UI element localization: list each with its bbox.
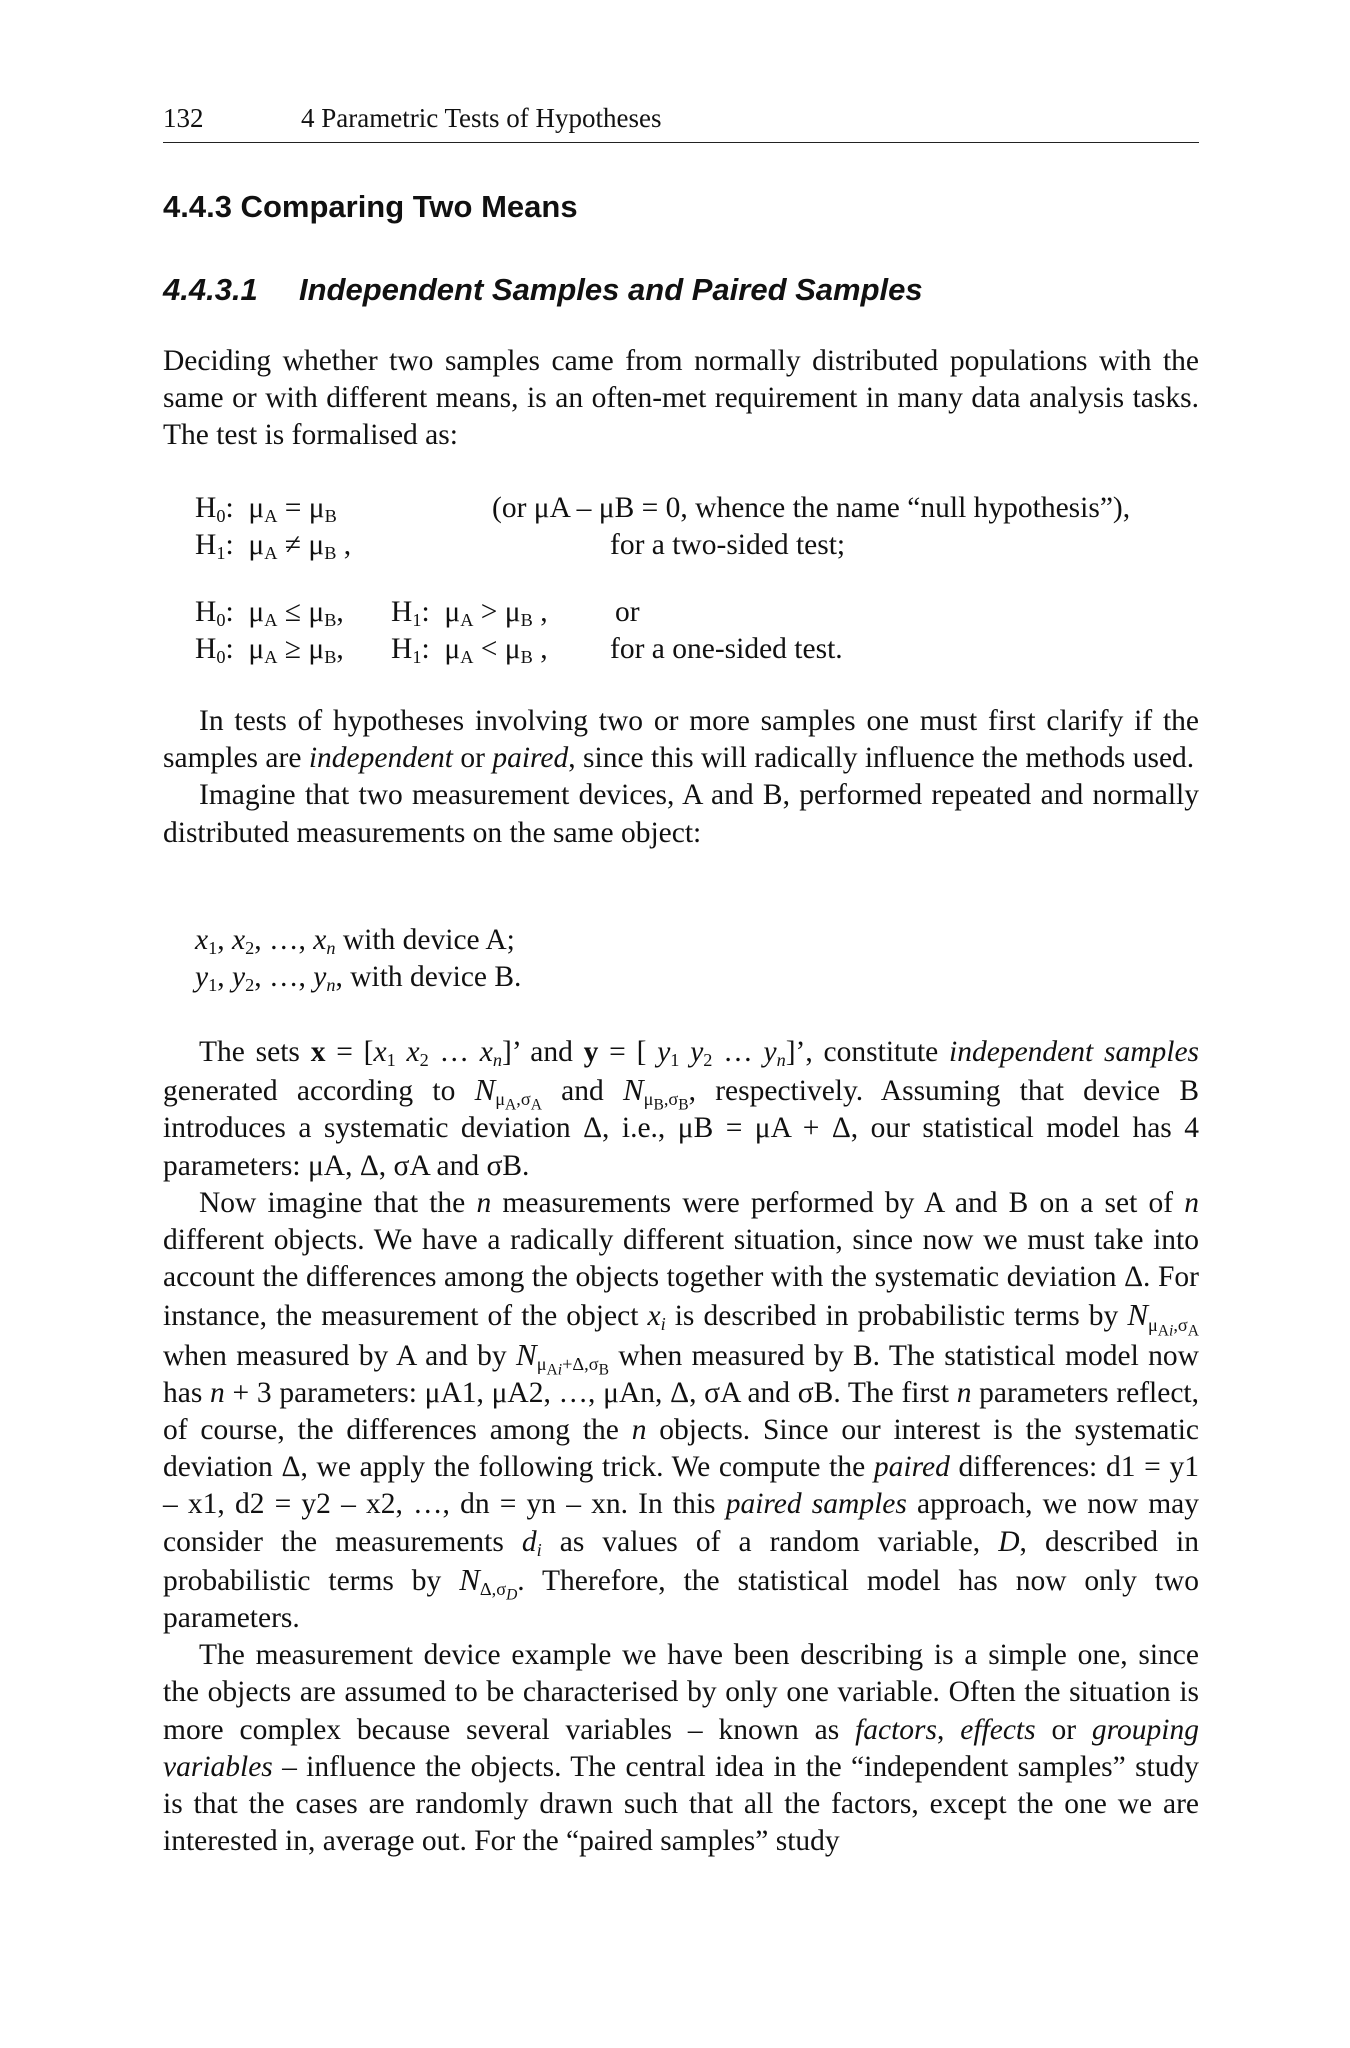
running-header xyxy=(163,98,1199,143)
paragraph-independent-paired: In tests of hypotheses involving two or more samples one must first clarify if the samples are independent or paired, since this will radically influence the methods used. xyxy=(163,705,1199,775)
measurement-line-b: $y_1$, $y_2$, …, $y_n$, with device B. xyxy=(195,961,522,996)
null-note: (or μA – μB = 0, whence the name “null hypothesis”), xyxy=(492,492,1131,524)
or-label: or xyxy=(615,596,640,628)
subsection-number: 4.4.3.1 xyxy=(163,272,258,307)
intro-paragraph: Deciding whether two samples came from normally distributed populations with the same or with different means, is an often-met requirement in many data analysis tasks. The test is formalised as: xyxy=(163,345,1199,452)
paragraph-paired-model: Now imagine that the n measurements were performed by A and B on a set of n different objects. We have a radically different situation, since now we must take into account the differences among the objects together with the systematic deviation Δ. For instance, the measurement of the object $x_i$ is described in probabilistic terms by $N_{\mu_{Ai},\sigma_A}$ when measured by A and by $N_{\mu_{Ai}+\Delta,\sigma_B}$ when measured by B. The statistical model now has n + 3 parameters: μA1, μA2, …, μAn, Δ, σA and σB. The first n parameters reflect, of course, the differences among the n objects. Since our interest is the systematic deviation Δ, we apply the following trick. We compute the paired differences: d1 = y1 – x1, d2 = y2 – x2, …, dn = yn – xn. In this paired samples approach, we now may consider the measurements $d_i$ as values of a random variable, D, described in probabilistic terms by $N_{\Delta,\sigma_D}$. Therefore, the statistical model has now only two parameters. xyxy=(163,1186,1200,1635)
hypothesis-row-3 xyxy=(163,594,1163,631)
subsection-title-text: Independent Samples and Paired Samples xyxy=(299,272,923,307)
hypotheses-one-sided xyxy=(163,594,1163,668)
paragraph-independent-model: The sets $x = [x_1$ $x_2$ … $x_n$]’ and y = [ $y_1$ $y_2$ … $y_n$]’, constitute independent samples generated according to $N_{\mu_A,\sigma_A}$ and $N_{\mu_B,\sigma_B}$, respectively. Assuming that device B introduces a systematic deviation Δ, i.e., μB = μA + Δ, our statistical model has 4 parameters: μA, Δ, σA and σB. xyxy=(163,1036,1200,1182)
h1-greater: $H_1$: $\mu_A > \mu_B$ , xyxy=(391,596,548,631)
hypothesis-row-2 xyxy=(163,527,1163,564)
running-title: 4 Parametric Tests of Hypotheses xyxy=(301,103,662,133)
intro-section xyxy=(163,343,1199,455)
hypothesis-row-4 xyxy=(163,631,1163,668)
h0-less-equal: $H_0$: $\mu_A \le \mu_B$, xyxy=(195,596,344,631)
hypothesis-row-1 xyxy=(163,490,1163,527)
samples-section xyxy=(163,703,1199,852)
main-text xyxy=(163,1034,1199,1860)
h1-less: $H_1$: $\mu_A < \mu_B$ , xyxy=(391,633,548,668)
page-number: 132 xyxy=(163,103,204,133)
measurement-line-a: $x_1$, $x_2$, …, $x_n$ with device A; xyxy=(195,924,515,959)
h0-equal: $H_0$: $\mu_A = \mu_B$ xyxy=(195,492,337,527)
h0-greater-equal: $H_0$: $\mu_A \ge \mu_B$, xyxy=(195,633,344,668)
hypotheses-two-sided xyxy=(163,490,1163,564)
two-sided-label: for a two-sided test; xyxy=(610,529,846,562)
paragraph-factors: The measurement device example we have been describing is a simple one, since the objects are assumed to be characterised by only one variable. Often the situation is more complex because several variables – known as factors, effects or grouping variables – influence the objects. The central idea in the “independent samples” study is that the cases are randomly drawn such that all the factors, except the one we are interested in, average out. For the “paired samples” study xyxy=(163,1639,1199,1858)
subsection-title xyxy=(163,270,923,310)
measurement-lines xyxy=(163,922,1199,996)
one-sided-label: for a one-sided test. xyxy=(610,633,843,666)
paragraph-devices: Imagine that two measurement devices, A and B, performed repeated and normally distributed measurements on the same object: xyxy=(163,779,1199,849)
section-title: 4.4.3 Comparing Two Means xyxy=(163,189,578,224)
h1-not-equal: $H_1$: $\mu_A \ne \mu_B$ , xyxy=(195,529,352,564)
